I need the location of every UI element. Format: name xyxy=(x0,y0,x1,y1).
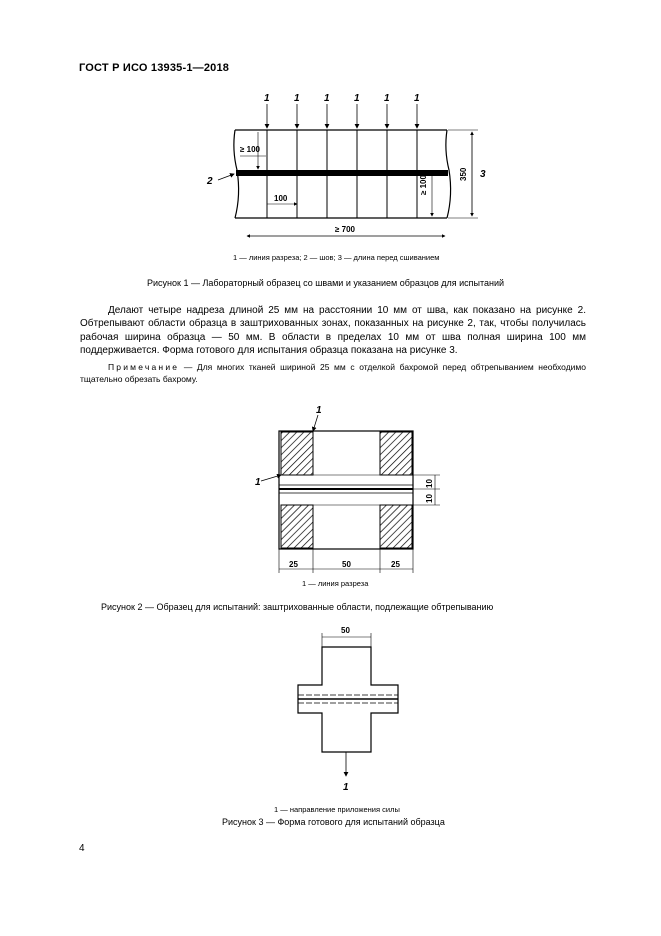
document-header: ГОСТ Р ИСО 13935-1—2018 xyxy=(79,62,230,74)
fig2-dim-10a: 10 xyxy=(425,479,434,488)
note-text: — Для многих тканей шириной 25 мм с отделкой бахромой перед обтрепыванием необходимо тщательно обрезать бахрому. xyxy=(80,362,586,384)
fig3-legend: 1 — направление приложения силы xyxy=(274,805,400,814)
fig1-callout-length: 3 xyxy=(480,169,486,180)
fig1-dim-right: ≥ 100 xyxy=(419,175,428,195)
fig2-dim-50: 50 xyxy=(342,560,351,569)
page-number: 4 xyxy=(79,843,85,854)
figure-3-drawing xyxy=(290,620,410,800)
fig1-callout-cut-2: 1 xyxy=(294,93,300,104)
fig2-dim-25-right: 25 xyxy=(391,560,400,569)
fig2-dim-10b: 10 xyxy=(425,494,434,503)
fig1-dim-spacing: 100 xyxy=(274,194,288,203)
fig1-callout-cut-3: 1 xyxy=(324,93,330,104)
fig1-caption: Рисунок 1 — Лабораторный образец со швами и указанием образцов для испытаний xyxy=(147,278,505,288)
fig3-callout: 1 xyxy=(343,782,349,793)
fig3-caption: Рисунок 3 — Форма готового для испытаний образца xyxy=(222,817,445,827)
figure-1-drawing xyxy=(195,85,505,245)
fig1-callout-cut-6: 1 xyxy=(414,93,420,104)
body-paragraph-text: Делают четыре надреза длиной 25 мм на расстоянии 10 мм от шва, как показано на рисунке 2. Обтрепывают области образца в заштрихованных зонах, показанных на рисунке 2, так, чтобы получилась рабочая ширина образца — 50 мм. В области в пределах 10 мм от шва полная ширина 100 мм поддерживается. Форма готового для испытания образца показана на рисунке 3. xyxy=(80,305,586,357)
note-label: Примечание xyxy=(108,362,180,372)
fig1-callout-cut-5: 1 xyxy=(384,93,390,104)
fig1-dim-height: 350 xyxy=(459,167,468,181)
fig1-callout-cut-1: 1 xyxy=(264,93,270,104)
fig1-legend: 1 — линия разреза; 2 — шов; 3 — длина перед сшиванием xyxy=(233,253,440,262)
figure-2-drawing xyxy=(240,398,450,583)
fig1-dim-total: ≥ 700 xyxy=(335,225,355,234)
note xyxy=(80,362,586,385)
fig2-callout-top: 1 xyxy=(316,405,322,416)
fig2-legend: 1 — линия разреза xyxy=(302,579,369,588)
fig1-callout-seam: 2 xyxy=(207,176,213,187)
fig1-callout-cut-4: 1 xyxy=(354,93,360,104)
fig2-caption: Рисунок 2 — Образец для испытаний: заштрихованные области, подлежащие обтрепыванию xyxy=(101,602,494,612)
body-paragraph xyxy=(80,304,586,358)
fig2-dim-25-left: 25 xyxy=(289,560,298,569)
fig2-callout-left: 1 xyxy=(255,477,261,488)
fig1-dim-seam-margin: ≥ 100 xyxy=(240,145,260,154)
fig3-dim-50: 50 xyxy=(341,626,350,635)
